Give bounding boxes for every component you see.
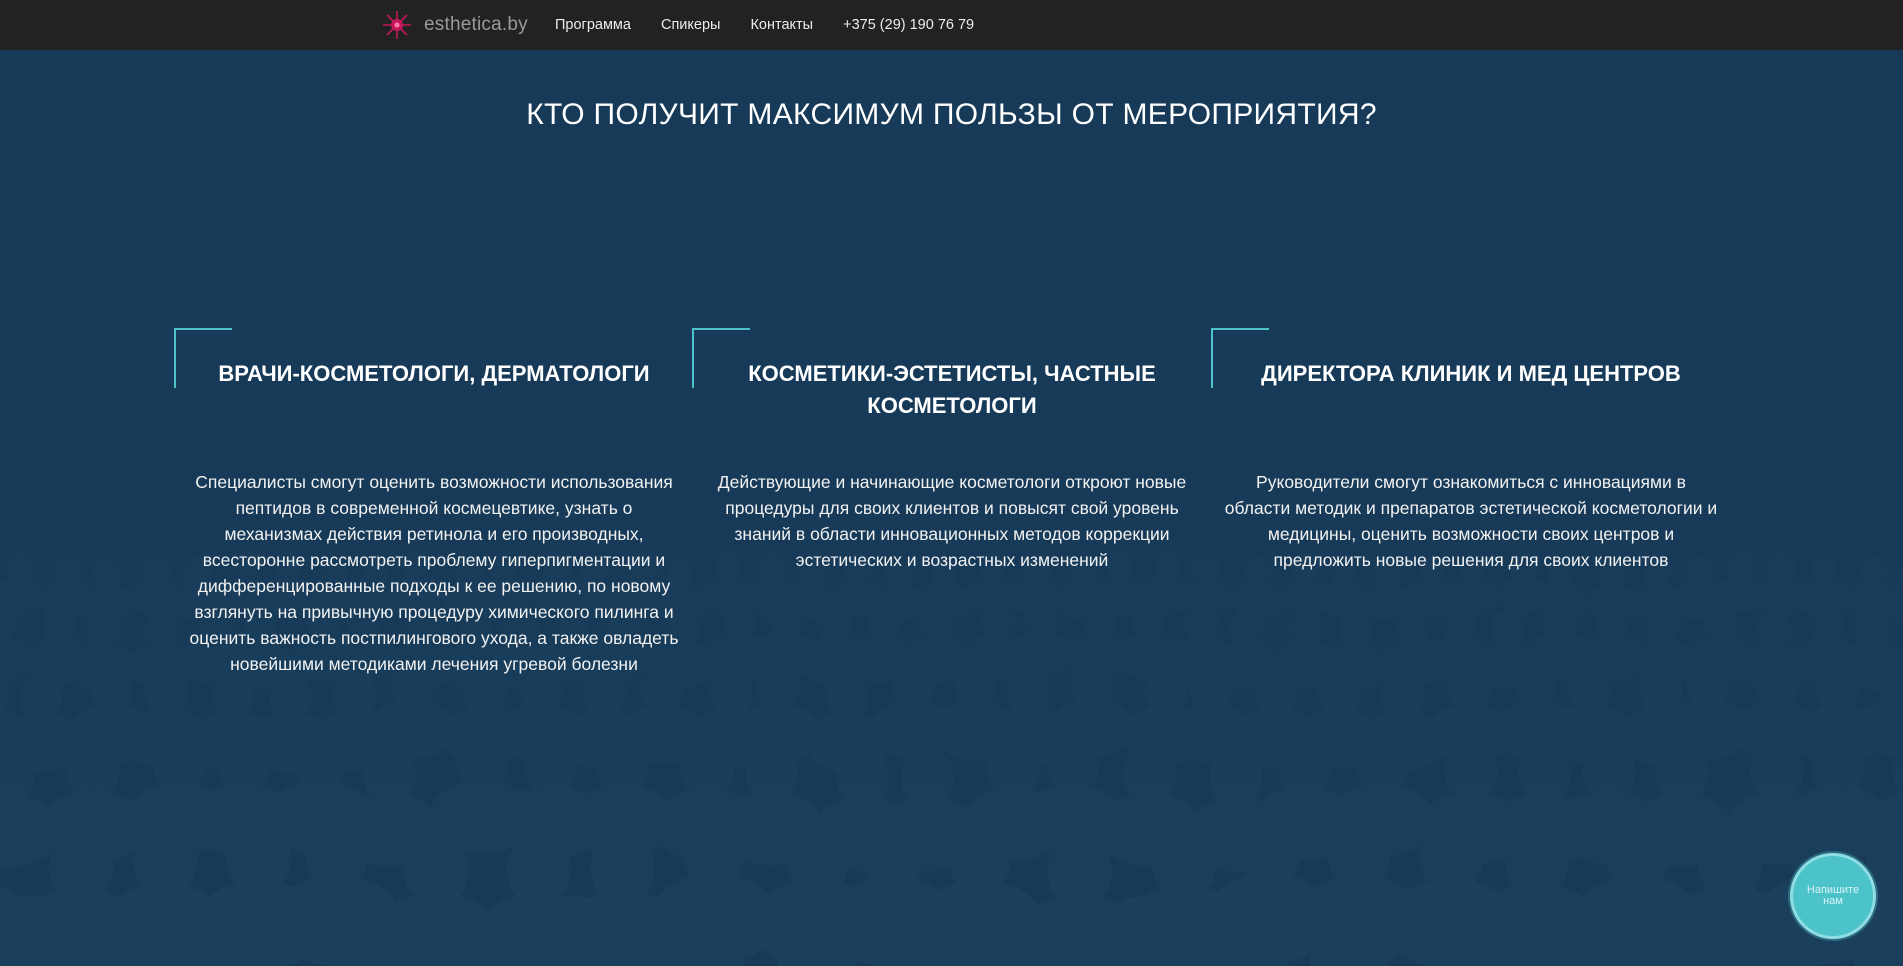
section-title: КТО ПОЛУЧИТ МАКСИМУМ ПОЛЬЗЫ ОТ МЕРОПРИЯТИЯ? (526, 98, 1377, 131)
nav-speakers[interactable]: Спикеры (660, 17, 721, 33)
card-text: Специалисты смогут оценить возможности использования пептидов в современной космецевтике, узнать о механизмах действия ретинола и его производных, всесторонне рассмотреть проблему гиперпигментации и дифференцированные подходы к ее решению, по новому взглянуть на привычную процедуру химического пилинга и оценить важность постпилингового ухода, а также овладеть новейшими методиками лечения угревой болезни (189, 472, 679, 674)
logo-text: esthetica.by (424, 14, 528, 35)
card-text: Действующие и начинающие косметологи откроют новые процедуры для своих клиентов и повысят свой уровень знаний в области инновационных методов коррекции эстетических и возрастных изменений (717, 472, 1187, 570)
site-logo[interactable] (380, 8, 528, 42)
main-nav (555, 0, 1004, 50)
card-title: ВРАЧИ-КОСМЕТОЛОГИ, ДЕРМАТОЛОГИ (218, 361, 650, 386)
top-navbar (0, 0, 1903, 50)
nav-contacts[interactable]: Контакты (750, 17, 814, 33)
nav-program[interactable]: Программа (555, 17, 631, 33)
card-text: Руководители смогут ознакомиться с инновациями в области методик и препаратов эстетической косметологии и медицины, оценить возможности своих центров и предложить новые решения для своих клиентов (1224, 472, 1718, 570)
nav-phone[interactable]: +375 (29) 190 76 79 (843, 17, 975, 33)
write-us-button[interactable]: Напишите нам (1790, 853, 1876, 939)
card-title: ДИРЕКТОРА КЛИНИК И МЕД ЦЕНТРОВ (1261, 361, 1681, 386)
card-title: КОСМЕТИКИ-ЭСТЕТИСТЫ, ЧАСТНЫЕ КОСМЕТОЛОГИ (748, 361, 1156, 418)
flower-logo-icon (380, 8, 414, 42)
